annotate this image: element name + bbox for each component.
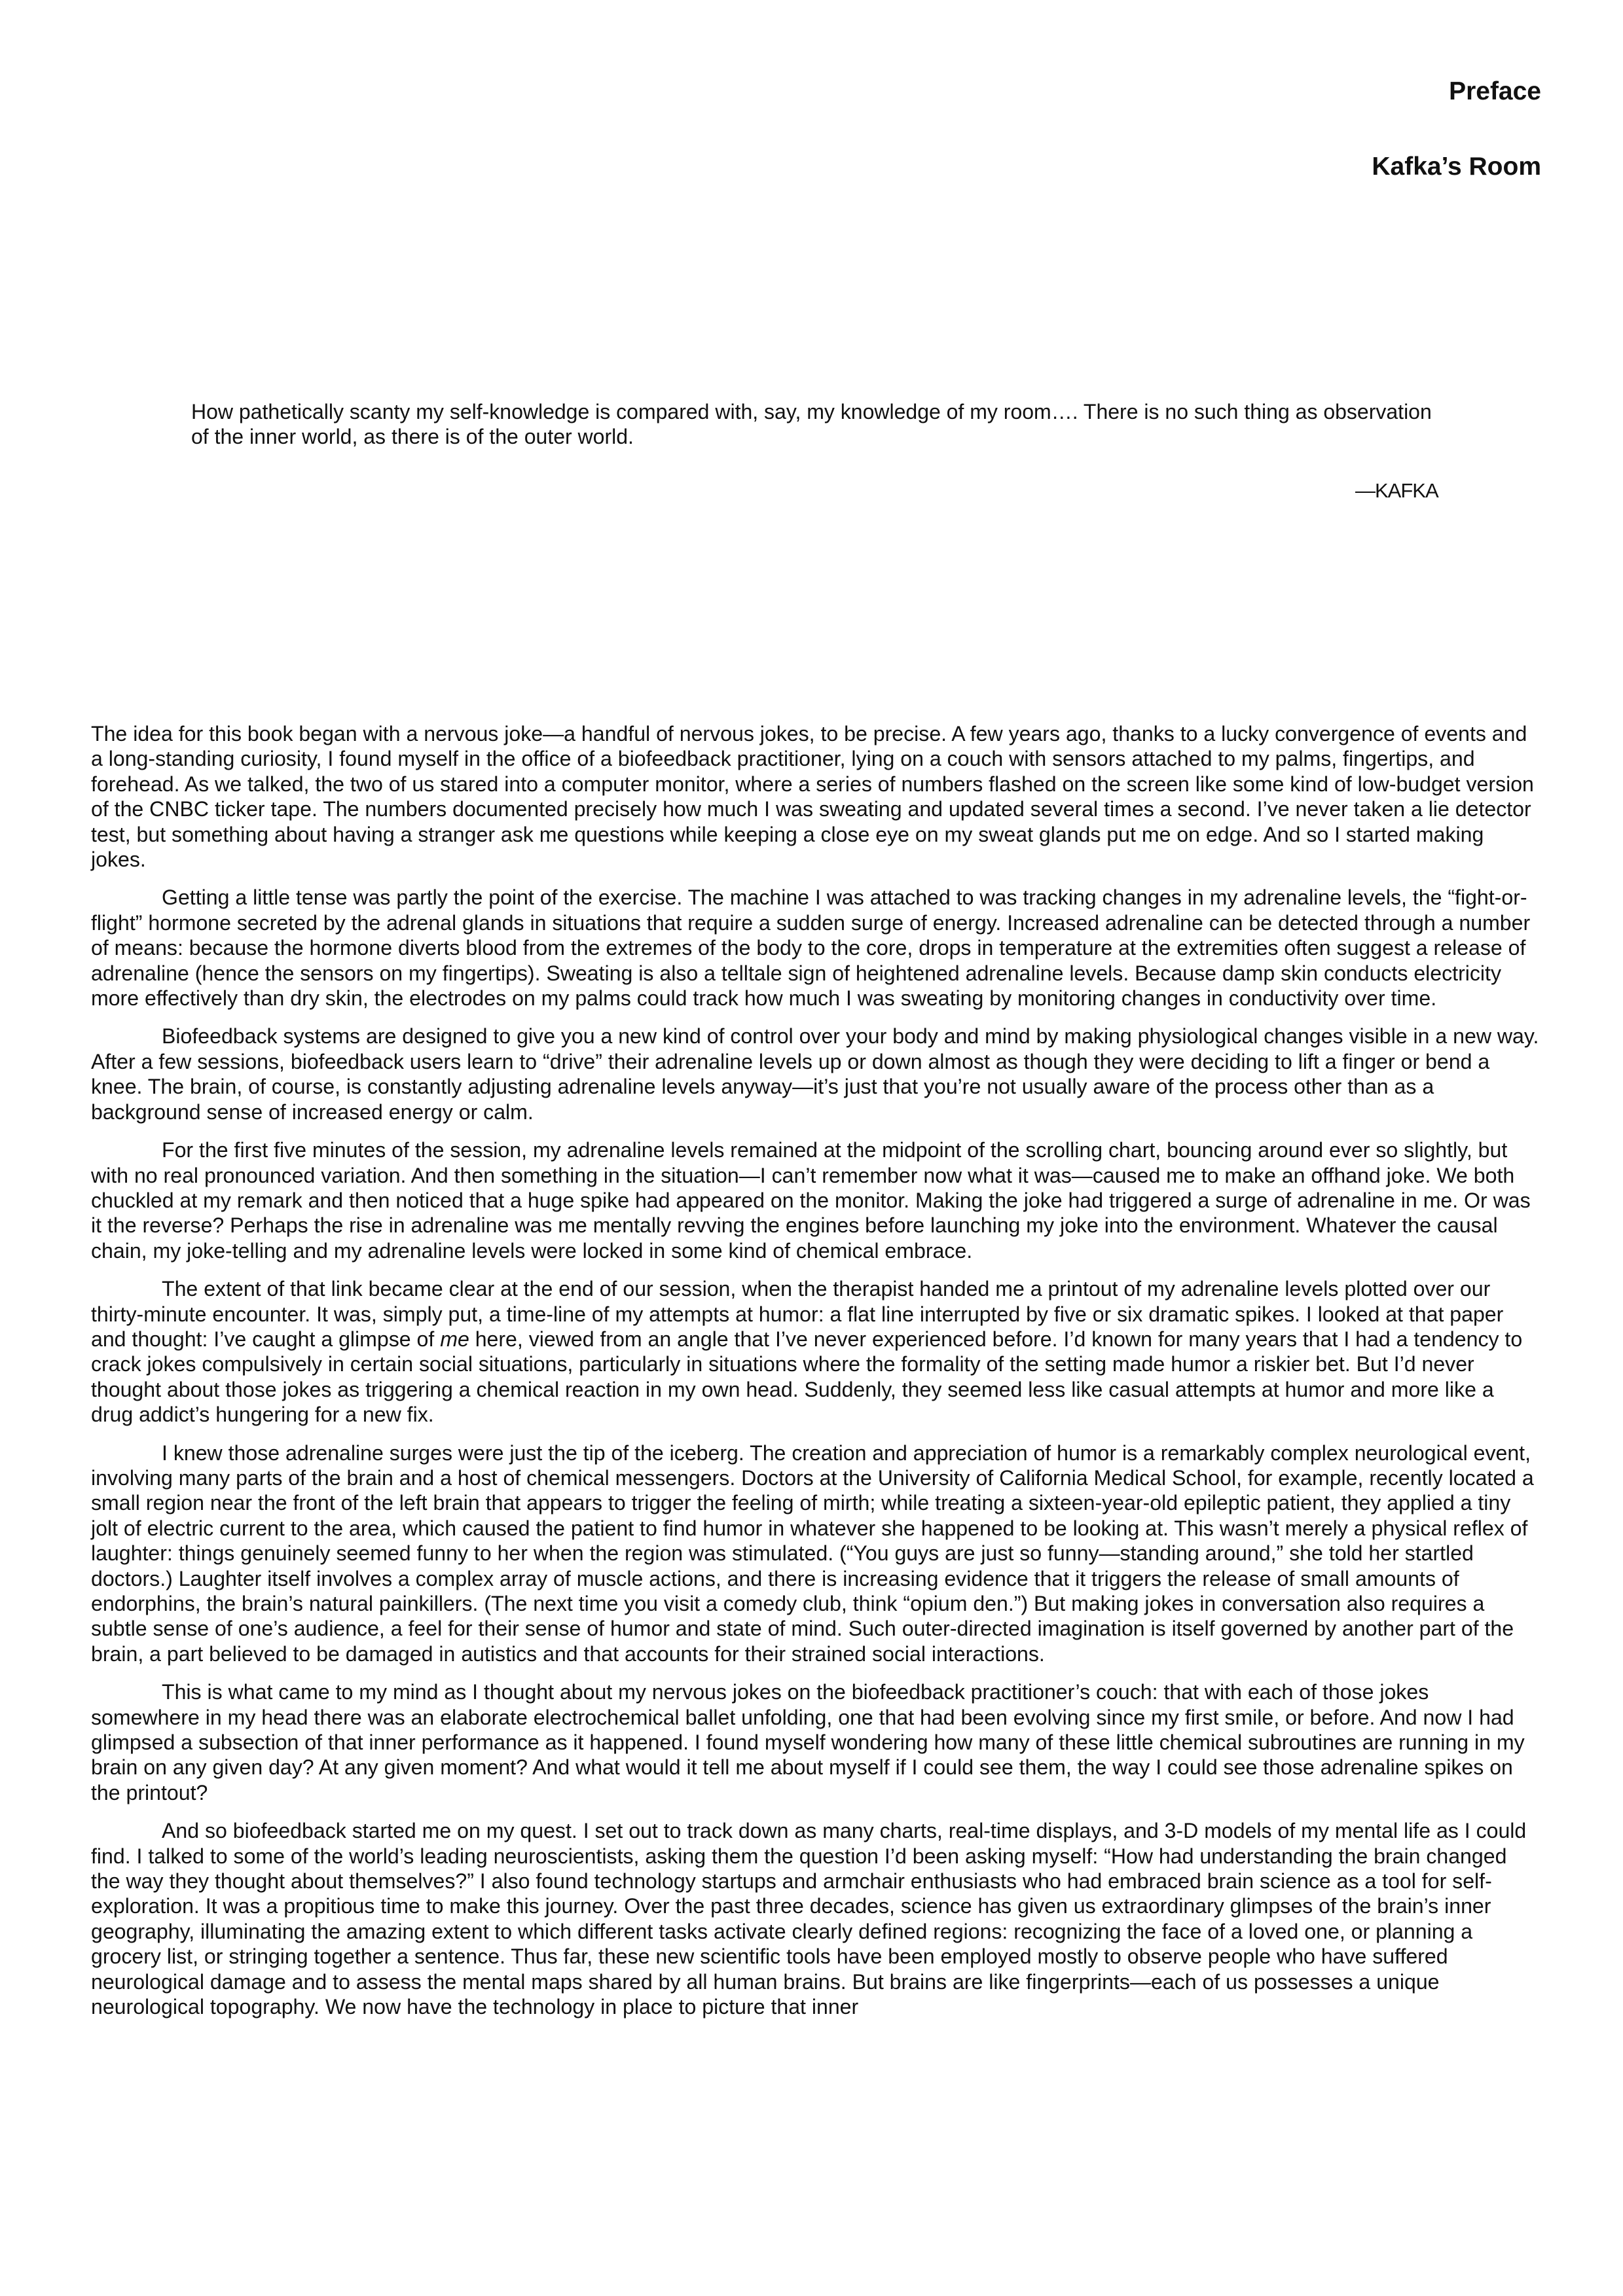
epigraph-attribution: —KAFKA <box>1355 479 1438 502</box>
epigraph-quote: How pathetically scanty my self-knowledge is compared with, say, my knowledge of my room…. There is no such thing as observation of the inner world, as there is of the outer world. <box>191 400 1432 448</box>
body-paragraph-6: I knew those adrenaline surges were just the tip of the iceberg. The creation and appreciation of humor is a remarkably complex neurological event, involving many parts of the brain and a host of chemical messengers. Doctors at the University of California Medical School, for example, recently located a small region near the front of the left brain that appears to trigger the feeling of mirth; while treating a sixteen-year-old epileptic patient, they applied a tiny jolt of electric current to the area, which caused the patient to find humor in whatever she happened to be looking at. This wasn’t merely a physical reflex of laughter: things genuinely seemed funny to her when the region was stimulated. (“You guys are just so funny—standing around,” she told her startled doctors.) Laughter itself involves a complex array of muscle actions, and there is increasing evidence that it triggers the release of small amounts of endorphins, the brain’s natural painkillers. (The next time you visit a comedy club, think “opium den.”) But making jokes in conversation also requires a subtle sense of one’s audience, a feel for their sense of humor and state of mind. Such outer-directed imagination is itself governed by another part of the brain, a part believed to be damaged in autistics and that accounts for their strained social interactions. <box>91 1441 1534 1666</box>
body-text <box>91 721 1541 2033</box>
body-paragraph-7: This is what came to my mind as I thought about my nervous jokes on the biofeedback practitioner’s couch: that with each of those jokes somewhere in my head there was an elaborate electrochemical ballet unfolding, one that had been evolving since my first smile, or before. And now I had glimpsed a subsection of that inner performance as it happened. I found myself wondering how many of these little chemical subroutines are running in my brain on any given day? At any given moment? And what would it tell me about myself if I could see them, the way I could see those adrenaline spikes on the printout? <box>91 1680 1525 1804</box>
body-paragraph-1: The idea for this book began with a nervous joke—a handful of nervous jokes, to be precise. A few years ago, thanks to a lucky convergence of events and a long-standing curiosity, I found myself in the office of a biofeedback practitioner, lying on a couch with sensors attached to my palms, fingertips, and forehead. As we talked, the two of us stared into a computer monitor, where a series of numbers flashed on the screen like some kind of low-budget version of the CNBC ticker tape. The numbers documented precisely how much I was sweating and updated several times a second. I’ve never taken a lie detector test, but something about having a stranger ask me questions while keeping a close eye on my sweat glands put me on edge. And so I started making jokes. <box>91 722 1534 872</box>
body-paragraph-2: Getting a little tense was partly the point of the exercise. The machine I was attached to was tracking changes in my adrenaline levels, the “fight-or-flight” hormone secreted by the adrenal glands in situations that require a sudden surge of energy. Increased adrenaline can be detected through a number of means: because the hormone diverts blood from the extremes of the body to the core, drops in temperature at the extremities often suggest a release of adrenaline (hence the sensors on my fingertips). Sweating is also a telltale sign of heightened adrenaline levels. Because damp skin conducts electricity more effectively than dry skin, the electrodes on my palms could track how much I was sweating by monitoring changes in conductivity over time. <box>91 886 1531 1011</box>
body-paragraph-5-emphasis: me <box>440 1327 469 1351</box>
chapter-title: Kafka’s Room <box>1372 152 1541 181</box>
body-paragraph-5-before: The extent of that link became clear at the end of our session, when the therapist handed me a printout of my adrenaline levels plotted over our thirty-minute encounter. It was, simply put, a time-line of my attempts at humor: a flat line interrupted by five or six dramatic spikes. I looked at that paper and thought: I’ve caught a glimpse of <box>91 1277 1504 1351</box>
body-paragraph-4: For the first five minutes of the session, my adrenaline levels remained at the midpoint of the scrolling chart, bouncing around ever so slightly, but with no real pronounced variation. And then something in the situation—I can’t remember now what it was—caused me to make an offhand joke. We both chuckled at my remark and then noticed that a huge spike had appeared on the monitor. Making the joke had triggered a surge of adrenaline in me. Or was it the reverse? Perhaps the rise in adrenaline was me mentally revving the engines before launching my joke into the environment. Whatever the causal chain, my joke-telling and my adrenaline levels were locked in some kind of chemical embrace. <box>91 1138 1531 1263</box>
preface-heading: Preface <box>1449 77 1541 105</box>
body-paragraph-5 <box>91 1276 1541 1427</box>
body-paragraph-5-after: here, viewed from an angle that I’ve never experienced before. I’d known for many years that I had a tendency to crack jokes compulsively in certain social situations, particularly in situations where the formality of the setting made humor a riskier bet. But I’d never thought about those jokes as triggering a chemical reaction in my own head. Suddenly, they seemed less like casual attempts at humor and more like a drug addict’s hungering for a new fix. <box>91 1327 1523 1427</box>
body-paragraph-3: Biofeedback systems are designed to give you a new kind of control over your body and mind by making physiological changes visible in a new way. After a few sessions, biofeedback users learn to “drive” their adrenaline levels up or down almost as though they were deciding to lift a finger or bend a knee. The brain, of course, is constantly adjusting adrenaline levels anyway—it’s just that you’re not usually aware of the process other than as a background sense of increased energy or calm. <box>91 1024 1539 1124</box>
body-paragraph-8: And so biofeedback started me on my quest. I set out to track down as many charts, real-time displays, and 3-D models of my mental life as I could find. I talked to some of the world’s leading neuroscientists, asking them the question I’d been asking myself: “How had understanding the brain changed the way they thought about themselves?” I also found technology startups and armchair enthusiasts who had embraced brain science as a tool for self-exploration. It was a propitious time to make this journey. Over the past three decades, science has given us extraordinary glimpses of the brain’s inner geography, illuminating the amazing extent to which different tasks activate clearly defined regions: recognizing the face of a loved one, or planning a grocery list, or stringing together a sentence. Thus far, these new scientific tools have been employed mostly to observe people who have suffered neurological damage and to assess the mental maps shared by all human brains. But brains are like fingerprints—each of us possesses a unique neurological topography. We now have the technology in place to picture that inner <box>91 1819 1527 2019</box>
